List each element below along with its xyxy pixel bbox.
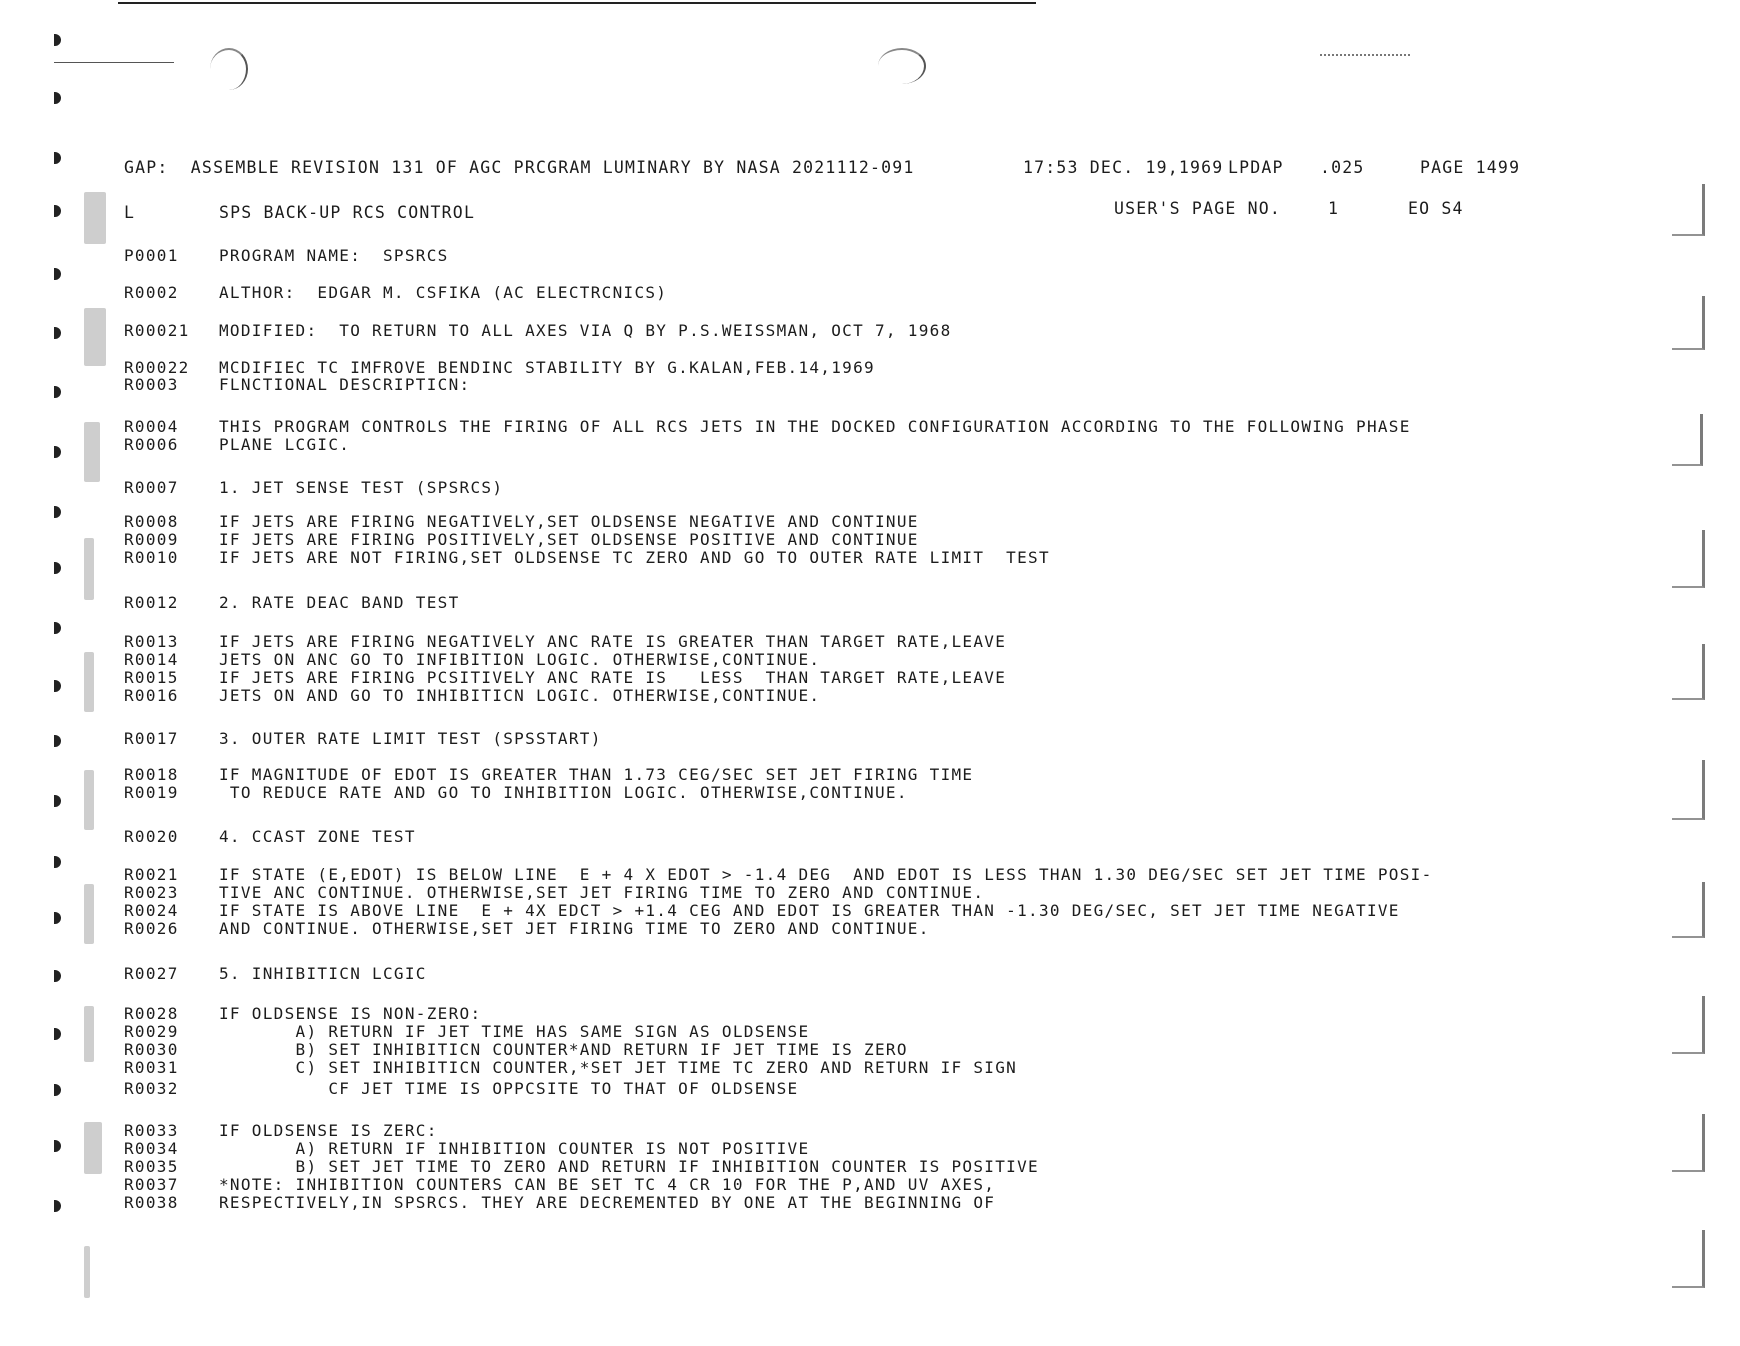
line-number: R0027 bbox=[124, 964, 179, 983]
line-number: R0003 bbox=[124, 375, 179, 394]
listing-line bbox=[0, 1194, 1740, 1212]
listing-line bbox=[0, 513, 1740, 531]
line-text: PROGRAM NAME: SPSRCS bbox=[219, 246, 449, 265]
line-text: JETS ON ANC GO TO INFIBITION LOGIC. OTHERWISE,CONTINUE. bbox=[219, 650, 821, 669]
scan-smudge bbox=[84, 192, 106, 244]
punch-hole bbox=[54, 34, 61, 46]
listing-line bbox=[0, 1080, 1740, 1098]
line-text: 3. OUTER RATE LIMIT TEST (SPSSTART) bbox=[219, 729, 602, 748]
punch-hole bbox=[54, 205, 61, 217]
line-number: R0029 bbox=[124, 1022, 179, 1041]
listing-line bbox=[0, 1176, 1740, 1194]
listing-line bbox=[0, 479, 1740, 497]
line-number: R00021 bbox=[124, 321, 190, 340]
header-job: LPDAP bbox=[1228, 158, 1284, 177]
scan-dash-left bbox=[54, 62, 174, 63]
scan-arc-left bbox=[210, 48, 248, 90]
listing-line bbox=[0, 1140, 1740, 1158]
line-number: R0033 bbox=[124, 1121, 179, 1140]
scan-bracket bbox=[1672, 1230, 1705, 1288]
header-page-number: PAGE 1499 bbox=[1420, 158, 1521, 177]
line-text: ALTHOR: EDGAR M. CSFIKA (AC ELECTRCNICS) bbox=[219, 283, 668, 302]
listing-line bbox=[0, 828, 1740, 846]
line-text: TO REDUCE RATE AND GO TO INHIBITION LOGIC. OTHERWISE,CONTINUE. bbox=[219, 783, 908, 802]
listing-line bbox=[0, 1041, 1740, 1059]
header-timestamp: 17:53 DEC. 19,1969 bbox=[1023, 158, 1224, 177]
listing-line bbox=[0, 730, 1740, 748]
line-number: R0026 bbox=[124, 919, 179, 938]
scan-dots-right bbox=[1320, 54, 1410, 56]
line-text: A) RETURN IF JET TIME HAS SAME SIGN AS OLDSENSE bbox=[219, 1022, 810, 1041]
line-number: R0031 bbox=[124, 1058, 179, 1077]
line-text: IF OLDSENSE IS NON-ZERO: bbox=[219, 1004, 482, 1023]
line-text: 2. RATE DEAC BAND TEST bbox=[219, 593, 460, 612]
line-text: IF JETS ARE FIRING NEGATIVELY,SET OLDSENSE NEGATIVE AND CONTINUE bbox=[219, 512, 919, 531]
listing-line bbox=[0, 594, 1740, 612]
line-number: R0018 bbox=[124, 765, 179, 784]
listing-line bbox=[0, 1023, 1740, 1041]
listing-line bbox=[0, 866, 1740, 884]
line-number: R0004 bbox=[124, 417, 179, 436]
scan-arc-center bbox=[878, 48, 926, 84]
line-number: R0020 bbox=[124, 827, 179, 846]
user-page-label: USER'S PAGE NO. bbox=[1114, 199, 1282, 218]
scan-bracket bbox=[1672, 184, 1705, 236]
line-text: IF JETS ARE FIRING NEGATIVELY ANC RATE IS GREATER THAN TARGET RATE,LEAVE bbox=[219, 632, 1007, 651]
line-text: 5. INHIBITICN LCGIC bbox=[219, 964, 427, 983]
line-text: B) SET INHIBITICN COUNTER*AND RETURN IF JET TIME IS ZERO bbox=[219, 1040, 908, 1059]
line-number: R0034 bbox=[124, 1139, 179, 1158]
line-number: R0013 bbox=[124, 632, 179, 651]
line-text: CF JET TIME IS OPPCSITE TO THAT OF OLDSENSE bbox=[219, 1079, 799, 1098]
line-text: IF JETS ARE NOT FIRING,SET OLDSENSE TC ZERO AND GO TO OUTER RATE LIMIT TEST bbox=[219, 548, 1050, 567]
section-marker: L bbox=[124, 203, 136, 222]
line-number: R0007 bbox=[124, 478, 179, 497]
line-text: FLNCTIONAL DESCRIPTICN: bbox=[219, 375, 471, 394]
line-number: R0021 bbox=[124, 865, 179, 884]
listing-line bbox=[0, 902, 1740, 920]
user-page-number: 1 bbox=[1328, 199, 1340, 218]
section-tag: EO S4 bbox=[1408, 199, 1464, 218]
line-number: R0014 bbox=[124, 650, 179, 669]
line-number: R0008 bbox=[124, 512, 179, 531]
listing-line bbox=[0, 669, 1740, 687]
line-number: R00022 bbox=[124, 358, 190, 377]
listing-line bbox=[0, 1005, 1740, 1023]
line-text: JETS ON AND GO TO INHIBITICN LOGIC. OTHERWISE,CONTINUE. bbox=[219, 686, 821, 705]
line-text: B) SET JET TIME TO ZERO AND RETURN IF INHIBITION COUNTER IS POSITIVE bbox=[219, 1157, 1039, 1176]
line-text: MODIFIED: TO RETURN TO ALL AXES VIA Q BY P.S.WEISSMAN, OCT 7, 1968 bbox=[219, 321, 952, 340]
listing-line bbox=[0, 322, 1740, 340]
line-text: 4. CCAST ZONE TEST bbox=[219, 827, 416, 846]
line-number: R0024 bbox=[124, 901, 179, 920]
line-number: R0028 bbox=[124, 1004, 179, 1023]
listing-line bbox=[0, 284, 1740, 302]
line-number: R0009 bbox=[124, 530, 179, 549]
line-number: R0030 bbox=[124, 1040, 179, 1059]
section-title: SPS BACK-UP RCS CONTROL bbox=[219, 203, 476, 222]
line-number: R0038 bbox=[124, 1193, 179, 1212]
punch-hole bbox=[54, 92, 61, 104]
line-text: *NOTE: INHIBITION COUNTERS CAN BE SET TC 4 CR 10 FOR THE P,AND UV AXES, bbox=[219, 1175, 996, 1194]
line-number: R0012 bbox=[124, 593, 179, 612]
listing-line bbox=[0, 766, 1740, 784]
line-number: R0035 bbox=[124, 1157, 179, 1176]
line-text: A) RETURN IF INHIBITION COUNTER IS NOT POSITIVE bbox=[219, 1139, 810, 1158]
line-text: IF MAGNITUDE OF EDOT IS GREATER THAN 1.73 CEG/SEC SET JET FIRING TIME bbox=[219, 765, 974, 784]
line-number: R0019 bbox=[124, 783, 179, 802]
line-number: R0023 bbox=[124, 883, 179, 902]
line-number: R0002 bbox=[124, 283, 179, 302]
line-number: R0016 bbox=[124, 686, 179, 705]
header-code: .025 bbox=[1320, 158, 1365, 177]
line-text: IF JETS ARE FIRING PCSITIVELY ANC RATE IS LESS THAN TARGET RATE,LEAVE bbox=[219, 668, 1007, 687]
listing-line bbox=[0, 633, 1740, 651]
line-number: R0006 bbox=[124, 435, 179, 454]
line-number: R0032 bbox=[124, 1079, 179, 1098]
line-number: P0001 bbox=[124, 246, 179, 265]
line-text: PLANE LCGIC. bbox=[219, 435, 351, 454]
line-text: MCDIFIEC TC IMFROVE BENDINC STABILITY BY G.KALAN,FEB.14,1969 bbox=[219, 358, 875, 377]
line-text: IF STATE IS ABOVE LINE E + 4X EDCT > +1.4 CEG AND EDOT IS GREATER THAN -1.30 DEG/SEC, SET JET TIME NEGATIVE bbox=[219, 901, 1400, 920]
listing-line bbox=[0, 1122, 1740, 1140]
line-text: IF JETS ARE FIRING POSITIVELY,SET OLDSENSE POSITIVE AND CONTINUE bbox=[219, 530, 919, 549]
line-text: THIS PROGRAM CONTROLS THE FIRING OF ALL RCS JETS IN THE DOCKED CONFIGURATION ACCORDING TO THE FOLLOWING PHASE bbox=[219, 417, 1411, 436]
listing-line bbox=[0, 784, 1740, 802]
line-number: R0017 bbox=[124, 729, 179, 748]
scan-smudge bbox=[84, 1246, 90, 1298]
listing-line bbox=[0, 651, 1740, 669]
listing-line bbox=[0, 549, 1740, 567]
top-rule bbox=[118, 2, 1036, 4]
line-text: AND CONTINUE. OTHERWISE,SET JET FIRING TIME TO ZERO AND CONTINUE. bbox=[219, 919, 930, 938]
listing-line bbox=[0, 1158, 1740, 1176]
line-number: R0015 bbox=[124, 668, 179, 687]
listing-line bbox=[0, 1059, 1740, 1077]
listing-line bbox=[0, 920, 1740, 938]
listing-line bbox=[0, 884, 1740, 902]
line-text: IF STATE (E,EDOT) IS BELOW LINE E + 4 X EDOT > -1.4 DEG AND EDOT IS LESS THAN 1.30 DEG/SEC SET JET TIME POSI- bbox=[219, 865, 1433, 884]
line-text: TIVE ANC CONTINUE. OTHERWISE,SET JET FIRING TIME TO ZERO AND CONTINUE. bbox=[219, 883, 985, 902]
punch-hole bbox=[54, 152, 61, 164]
line-text: RESPECTIVELY,IN SPSRCS. THEY ARE DECREMENTED BY ONE AT THE BEGINNING OF bbox=[219, 1193, 996, 1212]
listing-line bbox=[0, 418, 1740, 436]
listing-line bbox=[0, 687, 1740, 705]
listing-line bbox=[0, 247, 1740, 265]
line-text: 1. JET SENSE TEST (SPSRCS) bbox=[219, 478, 504, 497]
header-assembly: GAP: ASSEMBLE REVISION 131 OF AGC PRCGRAM LUMINARY BY NASA 2021112-091 bbox=[124, 158, 915, 177]
listing-line bbox=[0, 965, 1740, 983]
line-number: R0010 bbox=[124, 548, 179, 567]
listing-line bbox=[0, 531, 1740, 549]
line-number: R0037 bbox=[124, 1175, 179, 1194]
line-text: IF OLDSENSE IS ZERC: bbox=[219, 1121, 438, 1140]
listing-line bbox=[0, 376, 1740, 394]
punch-hole bbox=[54, 268, 61, 280]
line-text: C) SET INHIBITICN COUNTER,*SET JET TIME TC ZERO AND RETURN IF SIGN bbox=[219, 1058, 1018, 1077]
listing-line bbox=[0, 436, 1740, 454]
